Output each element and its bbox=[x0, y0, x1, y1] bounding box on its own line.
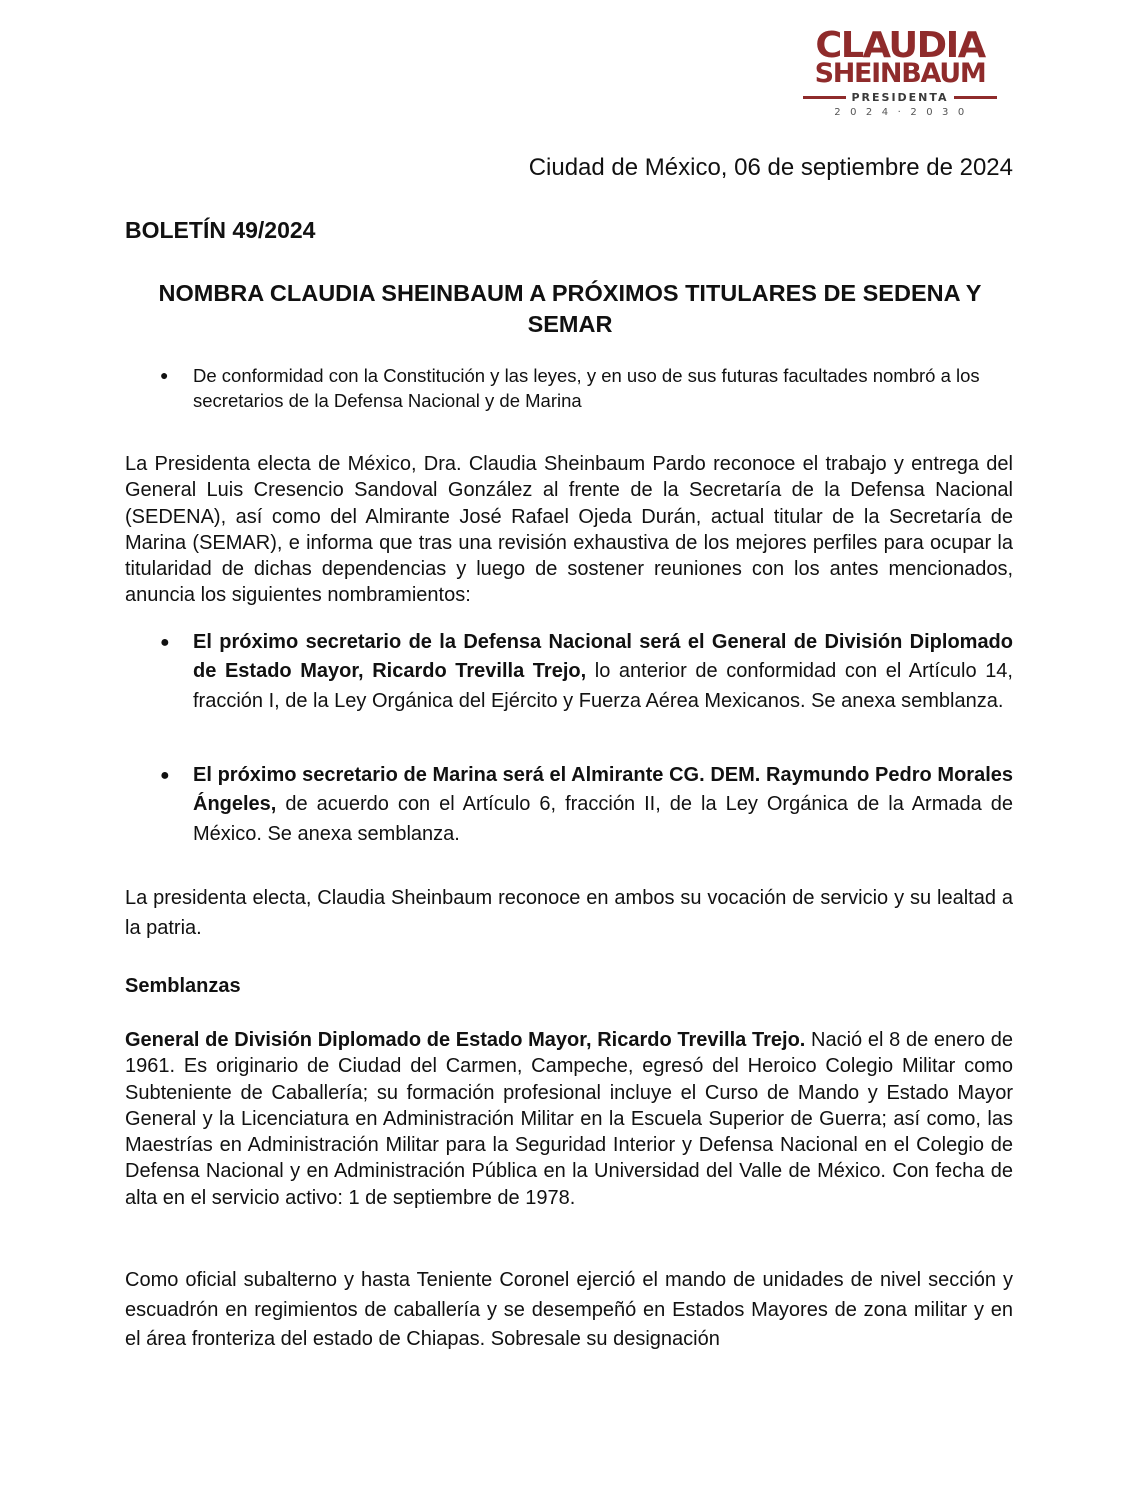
summary-text: De conformidad con la Constitución y las leyes, y en uso de sus futuras facultades nombró a los secretarios de la Defensa Nacional y de Marina bbox=[193, 365, 980, 411]
summary-list bbox=[160, 363, 980, 413]
summary-item bbox=[160, 363, 980, 413]
career-paragraph: Como oficial subalterno y hasta Teniente Coronel ejerció el mando de unidades de nivel sección y escuadrón en regimientos de caballería y se desempeñó en Estados Mayores de zona militar y en el área fronteriza del estado de Chiapas. Sobresale su designación bbox=[125, 1269, 1013, 1350]
appointment-text bbox=[193, 628, 1013, 716]
semblanza-text: Nació el 8 de enero de 1961. Es originario de Ciudad del Carmen, Campeche, egresó del Heroico Colegio Militar como Subteniente de Caballería; su formación profesional incluye el Curso de Mando y Estado Mayor General y la Licenciatura en Administración Militar en la Escuela Superior de Guerra; así como, las Maestrías en Administración Militar para la Seguridad Interior y Defensa Nacional en el Colegio de Defensa Nacional y en Administración Pública en la Universidad del Valle de México. Con fecha de alta en el servicio activo: 1 de septiembre de 1978. bbox=[125, 1029, 1013, 1209]
intro-paragraph: La Presidenta electa de México, Dra. Claudia Sheinbaum Pardo reconoce el trabajo y entrega del General Luis Cresencio Sandoval González al frente de la Secretaría de la Defensa Nacional (SEDENA), así como del Almirante José Rafael Ojeda Durán, actual titular de la Secretaría de Marina (SEMAR), e informa que tras una revisión exhaustiva de los mejores perfiles para ocupar la titularidad de dichas dependencias y luego de sostener reuniones con los antes mencionados, anuncia los siguientes nombramientos: bbox=[125, 453, 1013, 607]
appointment-item-marina bbox=[160, 761, 1013, 849]
logo-name-last: SHEINBAUM bbox=[814, 58, 986, 89]
semblanza-trevilla-paragraph bbox=[125, 1027, 1013, 1211]
appointment-lead: El próximo secretario de la Defensa Nacional será el General de División Diplomado de Estado Mayor, Ricardo Trevilla Trejo, bbox=[193, 631, 1013, 683]
appointment-text bbox=[193, 761, 1013, 849]
appointment-lead: El próximo secretario de Marina será el Almirante CG. DEM. Raymundo Pedro Morales Ángeles, bbox=[193, 764, 1013, 816]
closing-paragraph: La presidenta electa, Claudia Sheinbaum reconoce en ambos su vocación de servicio y su lealtad a la patria. bbox=[125, 887, 1013, 939]
campaign-logo bbox=[803, 25, 997, 118]
bullet-icon: ● bbox=[160, 634, 170, 651]
logo-subtitle-row bbox=[803, 91, 997, 104]
bullet-icon: ● bbox=[160, 767, 170, 784]
bulletin-number: BOLETÍN 49/2024 bbox=[125, 217, 316, 243]
document-date: Ciudad de México, 06 de septiembre de 2024 bbox=[528, 154, 1013, 181]
logo-years: 2024·2030 bbox=[834, 107, 974, 118]
logo-subtitle: PRESIDENTA bbox=[851, 91, 949, 104]
bullet-icon: ● bbox=[160, 367, 169, 383]
appointment-detail: de acuerdo con el Artículo 6, fracción II, de la Ley Orgánica de la Armada de México. Se anexa semblanza. bbox=[193, 793, 1013, 845]
logo-name-first: CLAUDIA bbox=[815, 25, 985, 66]
appointment-detail: lo anterior de conformidad con el Artículo 14, fracción I, de la Ley Orgánica del Ejército y Fuerza Aérea Mexicanos. Se anexa semblanza. bbox=[193, 660, 1013, 712]
semblanza-name: General de División Diplomado de Estado Mayor, Ricardo Trevilla Trejo. bbox=[125, 1029, 806, 1051]
semblanzas-heading: Semblanzas bbox=[125, 975, 241, 997]
appointment-item-defensa bbox=[160, 628, 1013, 716]
logo-rule-left bbox=[803, 96, 846, 99]
document-title: NOMBRA CLAUDIA SHEINBAUM A PRÓXIMOS TITULARES DE SEDENA Y SEMAR bbox=[158, 280, 982, 337]
logo-rule-right bbox=[954, 96, 997, 99]
